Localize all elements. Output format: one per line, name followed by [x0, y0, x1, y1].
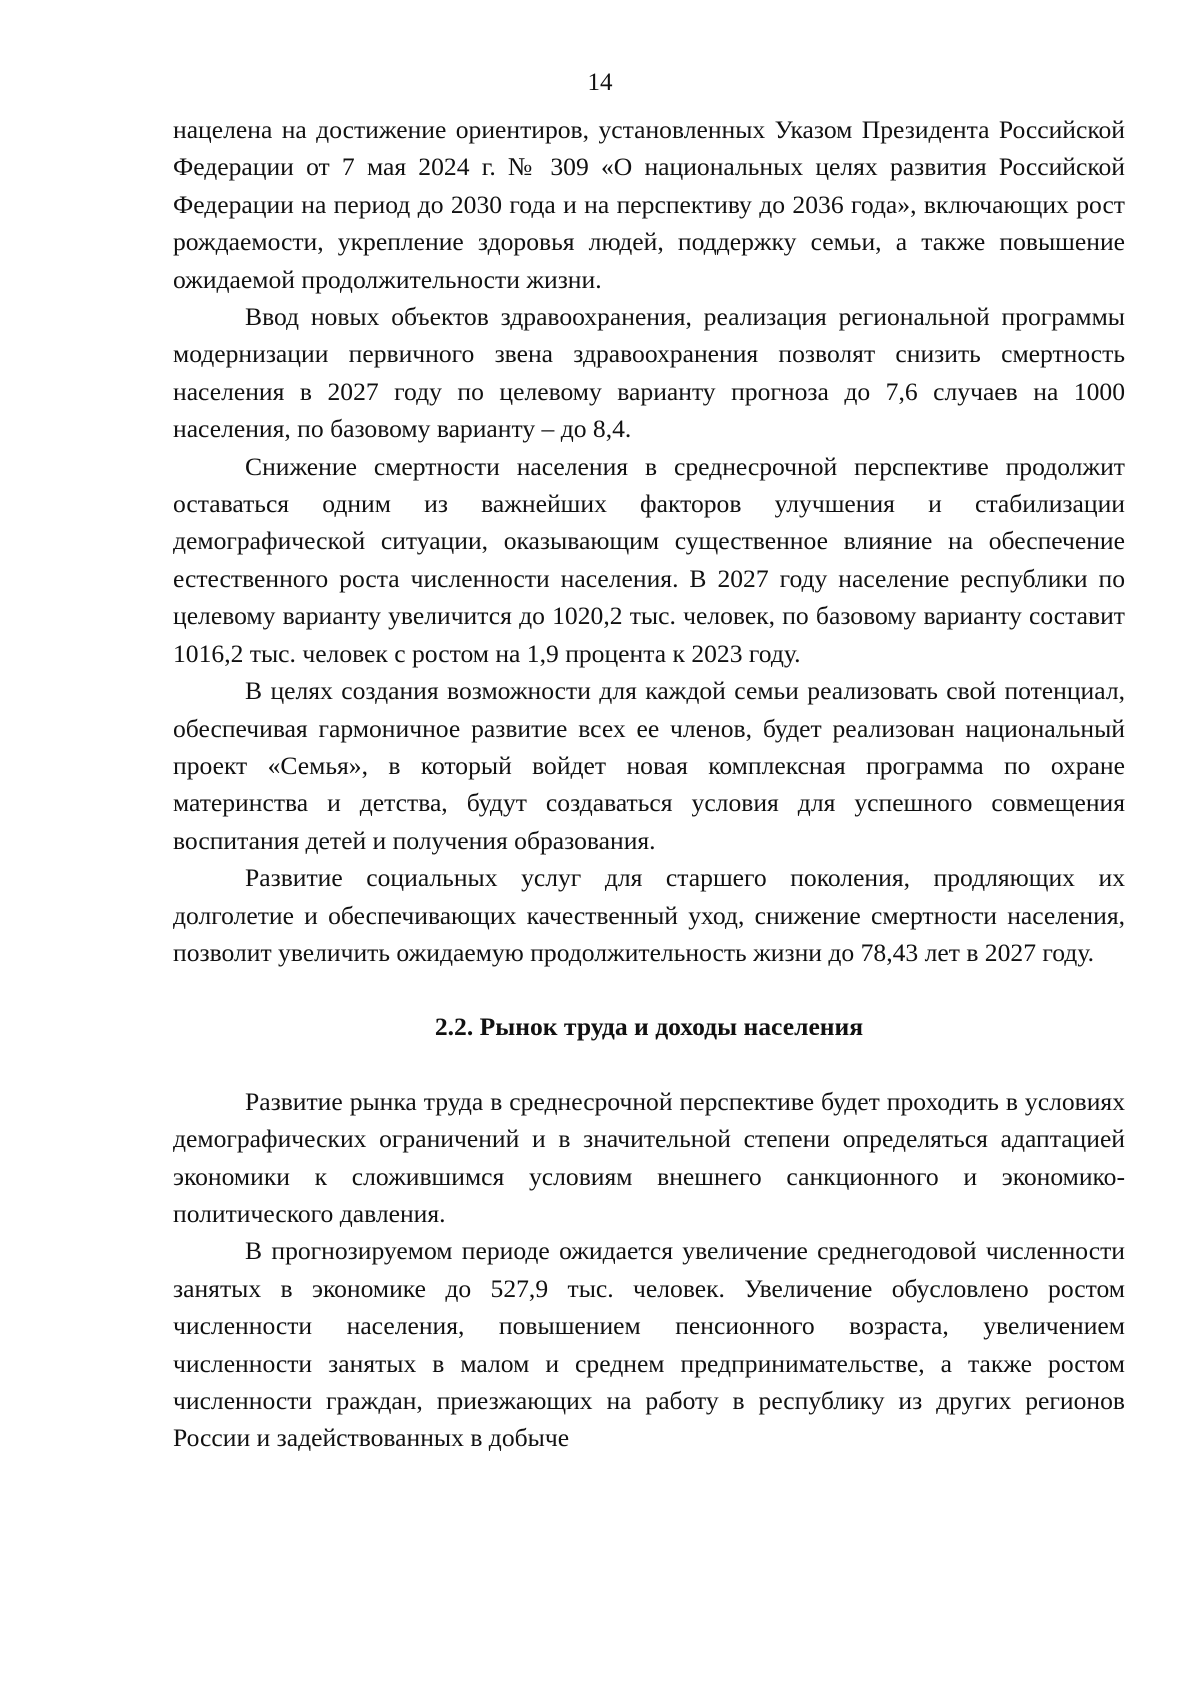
paragraph-employment-forecast: В прогнозируемом периоде ожидается увеличение среднегодовой численности занятых в экономике до 527,9 тыс. человек. Увеличение обусловлено ростом численности населения, повышением пенсионного возраста, увеличением численности занятых в малом и среднем предпринимательстве, а также ростом численности граждан, приезжающих на работу в республику из других регионов России и задействованных в добыче	[173, 1236, 1125, 1453]
section-heading: 2.2. Рынок труда и доходы населения	[434, 1012, 864, 1042]
document-body	[173, 111, 1125, 1457]
paragraph-continuation: нацелена на достижение ориентиров, установленных Указом Президента Российской Федерации от 7 мая 2024 г. № 309 «О национальных целях развития Российской Федерации на период до 2030 года и на перспективу до 2036 года», включающих рост рождаемости, укрепление здоровья людей, поддержку семьи, а также повышение ожидаемой продолжительности жизни.	[173, 115, 1125, 294]
paragraph-healthcare-mortality: Ввод новых объектов здравоохранения, реализация региональной программы модернизации первичного звена здравоохранения позволят снизить смертность населения в 2027 году по целевому варианту прогноза до 7,6 случаев на 1000 населения, по базовому варианту – до 8,4.	[173, 302, 1125, 444]
page-number: 14	[587, 69, 613, 96]
paragraph-labor-market: Развитие рынка труда в среднесрочной перспективе будет проходить в условиях демографических ограничений и в значительной степени определяться адаптацией экономики к сложившимся условиям внешнего санкционного и экономико-политического давления.	[173, 1086, 1125, 1228]
paragraph-life-expectancy: Развитие социальных услуг для старшего поколения, продляющих их долголетие и обеспечивающих качественный уход, снижение смертности населения, позволит увеличить ожидаемую продолжительность жизни до 78,43 лет в 2027 году.	[173, 863, 1125, 967]
paragraph-family-project: В целях создания возможности для каждой семьи реализовать свой потенциал, обеспечивая гармоничное развитие всех ее членов, будет реализован национальный проект «Семья», в который войдет новая комплексная программа по охране материнства и детства, будут создаваться условия для успешного совмещения воспитания детей и получения образования.	[173, 676, 1125, 855]
paragraph-population-growth: Снижение смертности населения в среднесрочной перспективе продолжит оставаться одним из важнейших факторов улучшения и стабилизации демографической ситуации, оказывающим существенное влияние на обеспечение естественного роста численности населения. В 2027 году население республики по целевому варианту увеличится до 1020,2 тыс. человек, по базовому варианту составит 1016,2 тыс. человек с ростом на 1,9 процента к 2023 году.	[173, 451, 1125, 668]
